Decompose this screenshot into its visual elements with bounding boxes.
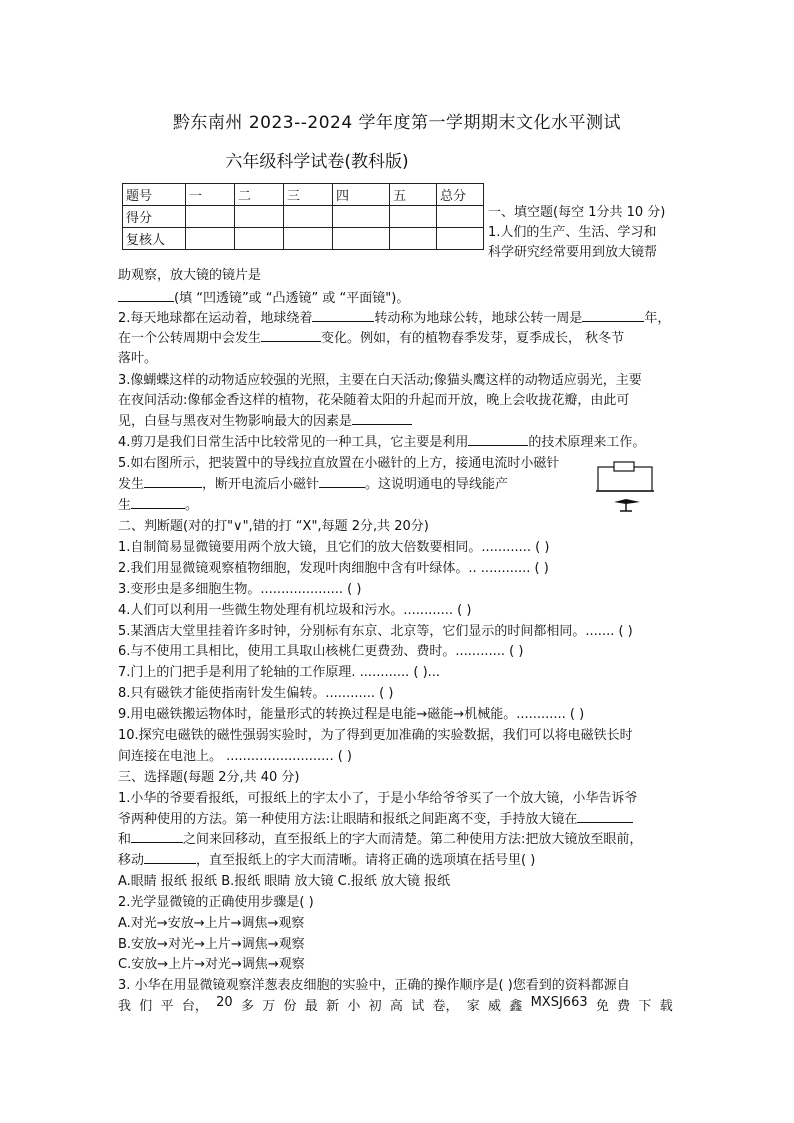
q2-text: 2.每天地球都在运动着，地球绕着 <box>118 311 313 326</box>
table-header: 五 <box>390 184 437 206</box>
exam-title: 黔东南州 2023--2024 学年度第一学期期末文化水平测试 <box>172 113 622 133</box>
choice-q2-text: 2.光学显微镜的正确使用步骤是( ) <box>118 895 314 910</box>
choice-q1-text: 之间来回移动，直至报纸上的字大而清楚。第二种使用方法:把放大镜放至眼前， <box>183 832 643 847</box>
judge-item: 8.只有磁铁才能使指南针发生偏转。............ ( ) <box>118 686 394 701</box>
score-cell[interactable] <box>333 206 390 228</box>
table-header: 三 <box>284 184 333 206</box>
q3-word: 载 <box>659 999 673 1014</box>
q5-text: 发生 <box>118 477 145 492</box>
answer-blank[interactable] <box>468 433 528 446</box>
score-cell[interactable] <box>284 206 333 228</box>
q3-line <box>118 410 412 429</box>
q5-line <box>118 494 198 513</box>
q4-line <box>118 431 645 450</box>
answer-blank[interactable] <box>144 475 202 488</box>
q2-text: 落叶。 <box>118 351 158 366</box>
q2-text: 转动称为地球公转，地球公转一周是 <box>374 311 583 326</box>
q1-text: 1.人们的生产、生活、学习和 <box>488 225 657 240</box>
q3-word: 最 <box>304 999 318 1014</box>
q3-word: 新 <box>326 999 340 1014</box>
score-cell[interactable] <box>390 206 437 228</box>
q3-word: 试 <box>411 999 425 1014</box>
answer-blank[interactable] <box>118 289 174 302</box>
q3-word: 们 <box>139 999 153 1014</box>
score-cell[interactable] <box>235 206 284 228</box>
judge-item: 2.我们用显微镜观察植物细胞，发现叶肉细胞中含有叶绿体。.. ............ ( ) <box>118 561 549 576</box>
q3-word: 平 <box>160 999 174 1014</box>
q5-text: 5.如右图所示，把装置中的导线拉直放置在小磁针的上方，接通电流时小磁针 <box>118 456 560 471</box>
q5-line <box>118 473 508 492</box>
q3-word: 鑫 <box>509 999 523 1014</box>
score-cell[interactable] <box>186 206 235 228</box>
score-table <box>122 183 484 250</box>
section1-heading: 一、填空题(每空 1分共 10 分) <box>488 205 666 220</box>
q3-word: 份 <box>283 999 297 1014</box>
judge-item: 间连接在电池上。 .......................... ( ) <box>118 749 352 764</box>
judge-item: 1.自制简易显微镜要用两个放大镜，且它们的放大倍数要相同。............ ( ) <box>118 540 550 555</box>
choice-q1-text: 1.小华的爷要看报纸，可报纸上的字太小了，于是小华给爷爷买了一个放大镜，小华告诉爷 <box>118 791 638 806</box>
q3-word: 初 <box>368 999 382 1014</box>
q3-word: 费 <box>617 999 631 1014</box>
choice-option: A.对光→安放→上片→调焦→观察 <box>118 916 305 931</box>
answer-blank[interactable] <box>352 412 412 425</box>
q1-text: 助观察，放大镜的镜片是 <box>118 268 262 283</box>
q1-text: 科学研究经常要用到放大镜帮 <box>488 245 658 260</box>
q3-word: MXSJ663 <box>530 995 588 1010</box>
choice-q1-line <box>118 849 535 868</box>
q3-word: 小 <box>347 999 361 1014</box>
section2-heading: 二、判断题(对的打"∨",错的打 “X",每题 2分,共 20分) <box>118 519 429 534</box>
section3-heading: 三、选择题(每题 2分,共 40 分) <box>118 770 300 785</box>
score-cell[interactable] <box>437 206 484 228</box>
q3-text: 3.像蝴蝶这样的动物适应较强的光照，主要在白天活动;像猫头鹰这样的动物适应弱光，主要 <box>118 373 642 388</box>
q1-line <box>118 287 409 306</box>
answer-blank[interactable] <box>131 830 183 843</box>
q3-word: 免 <box>595 999 609 1014</box>
answer-blank[interactable] <box>319 475 365 488</box>
q3-word: 家 <box>466 999 480 1014</box>
choice-q1-line <box>118 808 633 827</box>
table-header: 总分 <box>437 184 484 206</box>
q3-text: 见，白昼与黑夜对生物影响最大的因素是 <box>118 414 353 429</box>
q1-text: (填 “凹透镜”或 “凸透镜” 或 “平面镜")。 <box>174 291 410 306</box>
score-cell[interactable] <box>235 228 284 250</box>
compass-needle-icon <box>614 499 640 504</box>
answer-blank[interactable] <box>577 810 633 823</box>
q3-word: 多 <box>240 999 254 1014</box>
row-label: 复核人 <box>123 228 186 250</box>
q3-word: 20 <box>216 995 233 1010</box>
q4-text: 4.剪刀是我们日常生活中比较常见的一种工具，它主要是利用 <box>118 435 469 450</box>
table-header: 二 <box>235 184 284 206</box>
q2-text: 在一个公转周期中会发生 <box>118 331 262 346</box>
choice-q1-options: A.眼睛 报纸 报纸 B.报纸 眼睛 放大镜 C.报纸 放大镜 报纸 <box>118 874 451 889</box>
judge-item: 9.用电磁铁搬运物体时，能量形式的转换过程是电能→磁能→机械能。............ ( ) <box>118 707 585 722</box>
choice-option: C.安放→上片→对光→调焦→观察 <box>118 957 305 972</box>
q3-text: 在夜间活动:像郁金香这样的植物，花朵随着太阳的升起而开放，晚上会收拢花瓣，由此可 <box>118 393 630 408</box>
choice-q1-text: 爷两种使用的方法。第一种使用方法:让眼睛和报纸之间距离不变，手持放大镜在 <box>118 812 578 827</box>
q3-word: 高 <box>389 999 403 1014</box>
score-cell[interactable] <box>437 228 484 250</box>
q3-word: 台， <box>181 999 208 1014</box>
score-table-row <box>123 206 484 228</box>
answer-blank[interactable] <box>582 309 644 322</box>
judge-item: 7.门上的门把手是利用了轮轴的工作原理. ............ ( )... <box>118 665 441 680</box>
q5-text: 。 <box>185 498 199 513</box>
choice-q1-text: ，直至报纸上的字大而清晰。请将正确的选项填在括号里( ) <box>196 853 536 868</box>
row-label: 得分 <box>123 206 186 228</box>
circuit-diagram <box>596 459 656 519</box>
q2-line <box>118 327 624 346</box>
q5-text: ，断开电流后小磁针 <box>202 477 320 492</box>
q3-word: 威 <box>488 999 502 1014</box>
table-header: 一 <box>186 184 235 206</box>
score-cell[interactable] <box>186 228 235 250</box>
choice-q3-line <box>118 995 673 1014</box>
choice-q1-text: 和 <box>118 832 132 847</box>
answer-blank[interactable] <box>144 851 196 864</box>
table-header: 题号 <box>123 184 186 206</box>
answer-blank[interactable] <box>312 309 374 322</box>
choice-q1-text: 移动 <box>118 853 145 868</box>
choice-option: B.安放→对光→上片→调焦→观察 <box>118 937 305 952</box>
judge-item: 6.与不使用工具相比，使用工具取山核桃仁更费劲、费时。............ ( ) <box>118 644 524 659</box>
score-table-row <box>123 228 484 250</box>
choice-q3-text: 3. 小华在用显微镜观察洋葱表皮细胞的实验中，正确的操作顺序是( )您看到的资料都源自 <box>118 978 630 993</box>
choice-q1-line <box>118 828 642 847</box>
judge-item: 10.探究电磁铁的磁性强弱实验时，为了得到更加准确的实验数据，我们可以将电磁铁长时 <box>118 728 633 743</box>
q3-word: 卷， <box>432 999 459 1014</box>
q3-word: 万 <box>262 999 276 1014</box>
score-cell[interactable] <box>284 228 333 250</box>
q5-text: 生 <box>118 498 132 513</box>
table-header: 四 <box>333 184 390 206</box>
answer-blank[interactable] <box>131 496 185 509</box>
battery-icon <box>614 462 634 471</box>
q2-text: 变化。例如，有的植物春季发芽，夏季成长， 秋冬节 <box>321 331 625 346</box>
q2-text: 年， <box>644 311 671 326</box>
q2-line <box>118 307 670 326</box>
judge-item: 5.某酒店大堂里挂着许多时钟，分别标有东京、北京等，它们显示的时间都相同。....... ( ) <box>118 624 633 639</box>
q5-text: 。这说明通电的导线能产 <box>365 477 509 492</box>
score-table-header-row <box>123 184 484 206</box>
judge-item: 3.变形虫是多细胞生物。.................... ( ) <box>118 582 362 597</box>
judge-item: 4.人们可以利用一些微生物处理有机垃圾和污水。............ ( ) <box>118 603 472 618</box>
answer-blank[interactable] <box>261 329 321 342</box>
score-cell[interactable] <box>333 228 390 250</box>
q3-word: 下 <box>638 999 652 1014</box>
score-cell[interactable] <box>390 228 437 250</box>
q4-text: 的技术原理来工作。 <box>528 435 646 450</box>
q3-word: 我 <box>118 999 132 1014</box>
exam-subtitle: 六年级科学试卷(教科版) <box>225 152 409 172</box>
